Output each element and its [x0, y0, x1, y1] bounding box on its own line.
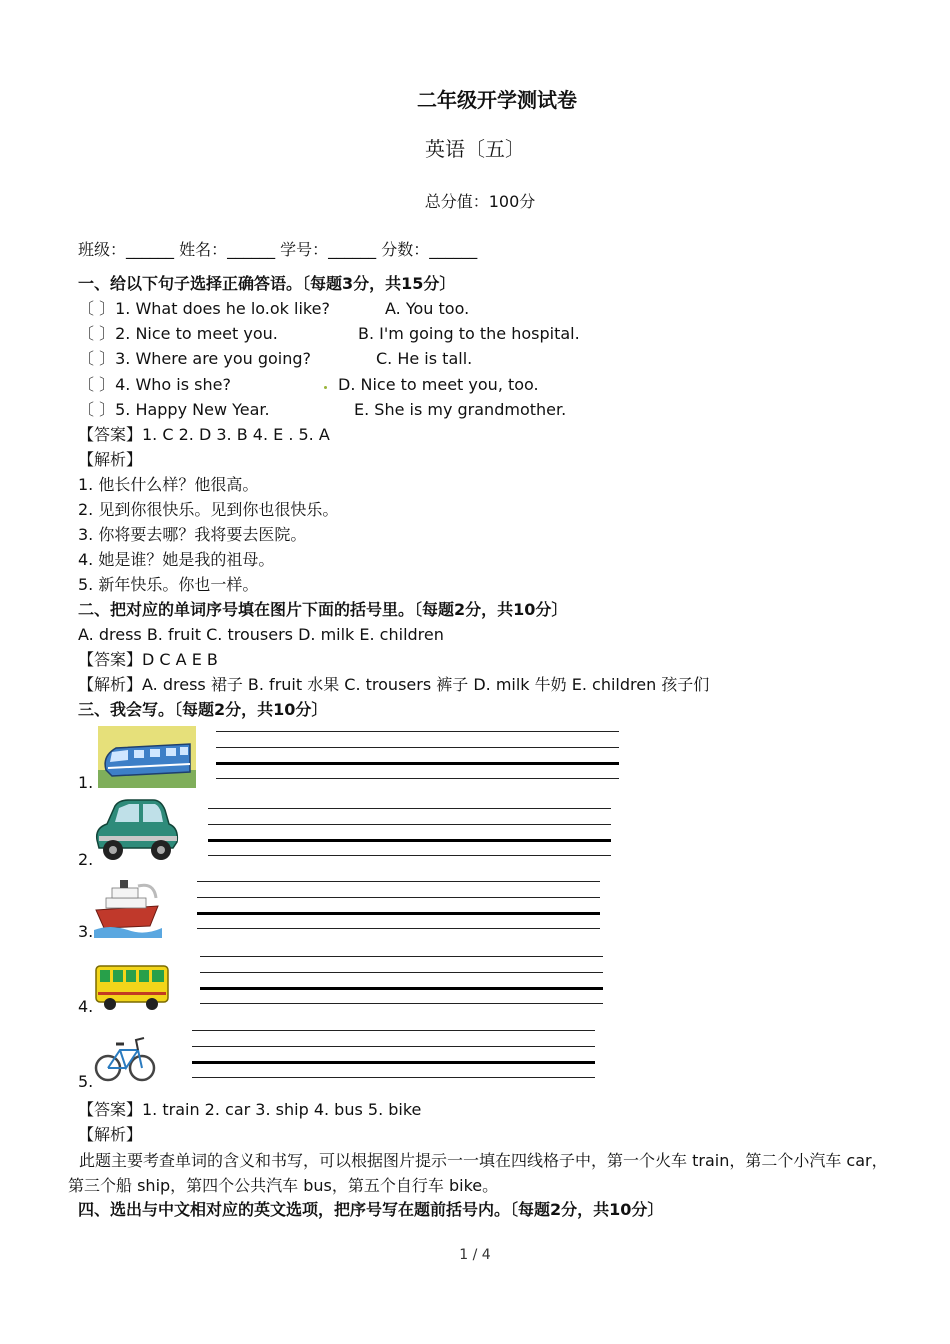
question-2: 〔 〕2. Nice to meet you.	[78, 324, 278, 343]
section1-answer: 【答案】1. C 2. D 3. B 4. E . 5. A	[78, 425, 330, 444]
analysis-line-2: 2. 见到你很快乐。见到你也很快乐。	[78, 500, 339, 519]
question-3: 〔 〕3. Where are you going?	[78, 349, 312, 368]
stray-dot	[324, 386, 327, 389]
section2-heading: 二、把对应的单词序号填在图片下面的括号里。〔每题2分，共10分〕	[78, 600, 568, 619]
page-subtitle: 英语〔五〕	[425, 137, 525, 161]
answer-option-d: D. Nice to meet you, too.	[338, 375, 539, 394]
answer-option-b: B. I'm going to the hospital.	[358, 324, 580, 343]
question-4: 〔 〕4. Who is she?	[78, 375, 231, 394]
section4-heading: 四、选出与中文相对应的英文选项，把序号写在题前括号内。〔每题2分，共10分〕	[78, 1200, 664, 1219]
section1-analysis-label: 【解析】	[78, 450, 143, 469]
section3-analysis: 此题主要考查单词的含义和书写，可以根据图片提示一一填在四线格子中，第一个火车 train，第二个小汽车 car，第三个船 ship，第四个公共汽车 bus，第五个自行车 bike。	[68, 1151, 888, 1195]
item-number-2: 2.	[78, 850, 94, 869]
item-number-3: 3.	[78, 922, 94, 941]
car-image	[93, 796, 179, 864]
train-image	[98, 726, 196, 788]
section2-options: A. dress B. fruit C. trousers D. milk E. children	[78, 625, 444, 644]
bus-image	[94, 964, 170, 1012]
question-5: 〔 〕5. Happy New Year.	[78, 400, 270, 419]
section3-answer: 【答案】1. train 2. car 3. ship 4. bus 5. bike	[78, 1100, 422, 1119]
ship-image	[94, 876, 162, 938]
analysis-line-3: 3. 你将要去哪？我将要去医院。	[78, 525, 307, 544]
page-title: 二年级开学测试卷	[417, 88, 577, 112]
page-number: 1 / 4	[459, 1247, 491, 1263]
analysis-line-5: 5. 新年快乐。你也一样。	[78, 575, 259, 594]
section3-heading: 三、我会写。〔每题2分，共10分〕	[78, 700, 328, 719]
question-1: 〔 〕1. What does he lo.ok like?	[78, 299, 330, 318]
section2-answer: 【答案】D C A E B	[78, 650, 218, 669]
section2-analysis: 【解析】A. dress 裙子 B. fruit 水果 C. trousers 裤子 D. milk 牛奶 E. children 孩子们	[78, 675, 710, 694]
student-info-line: 班级：______ 姓名：______ 学号：______ 分数：______	[78, 240, 478, 259]
answer-option-e: E. She is my grandmother.	[354, 400, 567, 419]
analysis-line-4: 4. 她是谁？她是我的祖母。	[78, 550, 275, 569]
section1-heading: 一、给以下句子选择正确答语。〔每题3分，共15分〕	[78, 274, 456, 293]
bike-image	[94, 1028, 156, 1088]
total-score: 总分值：100分	[424, 192, 536, 211]
answer-option-a: A. You too.	[385, 299, 470, 318]
analysis-line-1: 1. 他长什么样？他很高。	[78, 475, 259, 494]
item-number-1: 1.	[78, 773, 94, 792]
item-number-4: 4.	[78, 997, 94, 1016]
section3-analysis-label: 【解析】	[78, 1125, 143, 1144]
answer-option-c: C. He is tall.	[376, 349, 473, 368]
item-number-5: 5.	[78, 1072, 94, 1091]
